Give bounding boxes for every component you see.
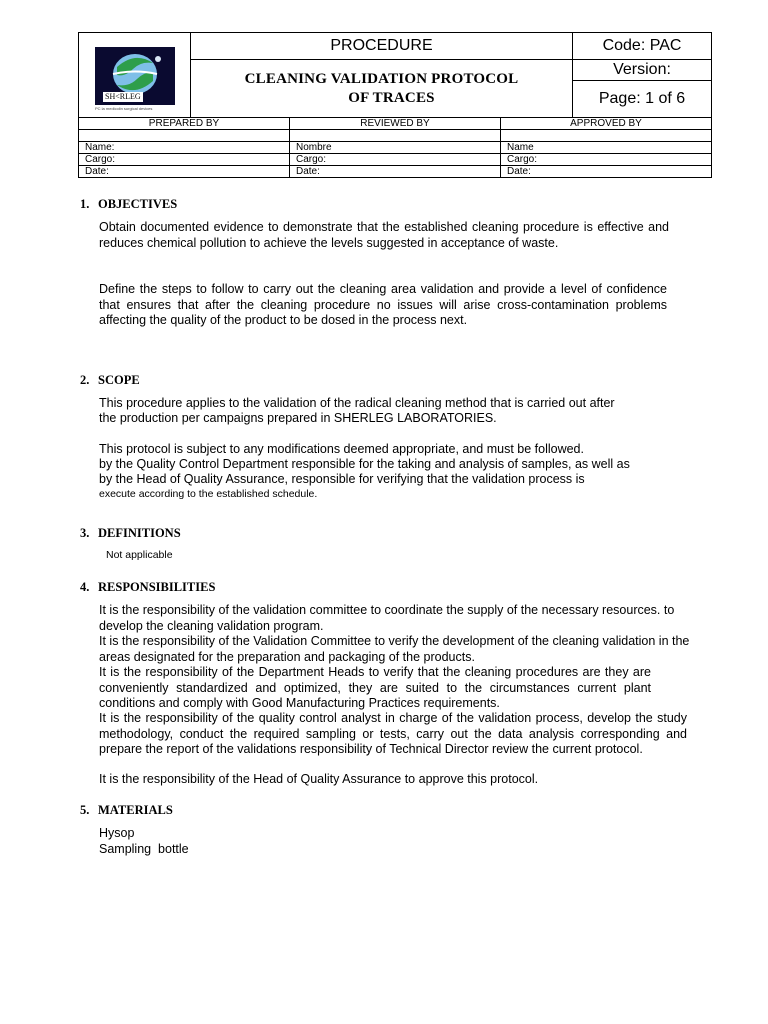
section-heading-scope (80, 373, 140, 388)
definitions-text: Not applicable (106, 549, 173, 561)
table-cell: Cargo: (79, 154, 290, 166)
logo-tagline: PC la medicolin surgical devices (95, 106, 153, 111)
table-cell: Name (501, 142, 712, 154)
objectives-paragraph-1: Obtain documented evidence to demonstrate that the established cleaning procedure is effective and reduces chemical pollution to achieve the levels suggested in acceptance of waste. (99, 220, 669, 250)
signature-field[interactable] (501, 130, 712, 142)
section-heading-responsibilities (80, 580, 215, 595)
column-header: APPROVED BY (501, 118, 712, 130)
section-title: SCOPE (98, 373, 140, 387)
logo-text: SH<RLEG (105, 92, 141, 101)
section-title: MATERIALS (98, 803, 173, 817)
objectives-paragraph-2: Define the steps to follow to carry out the cleaning area validation and provide a level of confidence that ensures that after the cleaning procedure no issues will arise cross-contamination problems affecting the quality of the product to be dosed in the process next. (99, 282, 667, 327)
logo-cell (79, 33, 191, 118)
section-number: 2. (80, 373, 90, 387)
section-heading-materials (80, 803, 173, 818)
section-title: RESPONSIBILITIES (98, 580, 216, 594)
page-indicator: Page: 1 of 6 (573, 81, 712, 118)
section-number: 5. (80, 803, 90, 817)
procedure-label: PROCEDURE (191, 33, 573, 60)
document-code: Code: PAC (573, 33, 712, 60)
responsibility-item: It is the responsibility of the validation committee to coordinate the supply of the necessary resources. to develop the cleaning validation program. (99, 603, 675, 633)
section-title: DEFINITIONS (98, 526, 181, 540)
table-cell: Date: (79, 166, 290, 178)
responsibility-item: It is the responsibility of the Validation Committee to verify the development of the cleaning validation in the areas designated for the preparation and packaging of the products. (99, 634, 690, 664)
scope-line: This procedure applies to the validation of the radical cleaning method that is carried out after (99, 396, 615, 410)
scope-line: by the Quality Control Department responsible for the taking and analysis of samples, as well as (99, 457, 630, 471)
section-number: 1. (80, 197, 90, 211)
scope-line: This protocol is subject to any modifications deemed appropriate, and must be followed. (99, 442, 584, 456)
section-number: 3. (80, 526, 90, 540)
column-header: PREPARED BY (79, 118, 290, 130)
table-cell: Date: (290, 166, 501, 178)
materials-item: Hysop (99, 826, 135, 840)
table-cell: Nombre (290, 142, 501, 154)
title-line-2: OF TRACES (348, 89, 435, 106)
responsibility-item: It is the responsibility of the Department Heads to verify that the cleaning procedures are they are conveniently standardized and optimized, they are suited to the circumstances current plant conditions and comply with Good Manufacturing Practices requirements. (99, 665, 651, 710)
scope-line-small: execute according to the established schedule. (99, 488, 318, 500)
section-title: OBJECTIVES (98, 197, 178, 211)
document-version: Version: (573, 60, 712, 81)
document-title (191, 60, 573, 118)
section-heading-objectives (80, 197, 177, 212)
column-header: REVIEWED BY (290, 118, 501, 130)
responsibility-item: It is the responsibility of the quality control analyst in charge of the validation process, develop the study methodology, conduct the required sampling or tests, carry out the data analysis corresponding and prepare the report of the validations responsibility of Technical Director review the current protocol. (99, 711, 687, 756)
materials-item: Sampling bottle (99, 842, 189, 856)
title-line-1: CLEANING VALIDATION PROTOCOL (244, 70, 519, 87)
scope-line: the production per campaigns prepared in SHERLEG LABORATORIES. (99, 411, 497, 425)
table-cell: Cargo: (501, 154, 712, 166)
table-cell: Cargo: (290, 154, 501, 166)
responsibility-item: It is the responsibility of the Head of Quality Assurance to approve this protocol. (99, 772, 539, 786)
table-cell: Name: (79, 142, 290, 154)
document-header (78, 32, 712, 118)
scope-line: by the Head of Quality Assurance, responsible for verifying that the validation process is (99, 472, 585, 486)
signature-table (78, 117, 712, 178)
signature-field[interactable] (290, 130, 501, 142)
section-number: 4. (80, 580, 90, 594)
section-heading-definitions (80, 526, 181, 541)
signature-field[interactable] (79, 130, 290, 142)
table-cell: Date: (501, 166, 712, 178)
